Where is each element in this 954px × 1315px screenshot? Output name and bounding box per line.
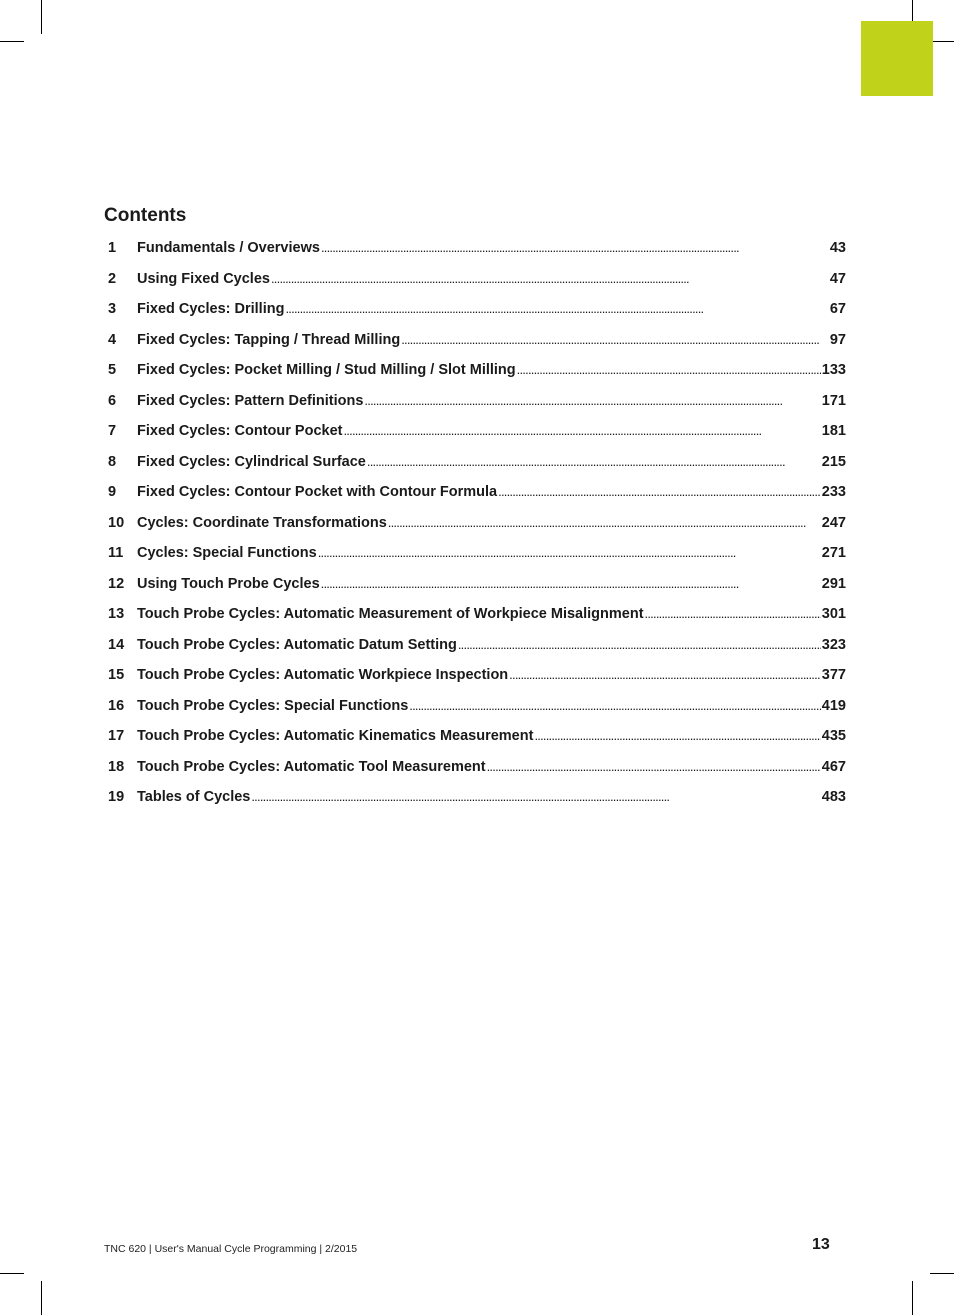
toc-page-number: 215 (821, 453, 846, 470)
toc-chapter-title: Fixed Cycles: Tapping / Thread Milling (137, 331, 401, 348)
toc-chapter-title: Fixed Cycles: Pocket Milling / Stud Milling / Slot Milling (137, 362, 516, 378)
toc-dot-leader (285, 301, 828, 317)
toc-chapter-number: 2 (108, 270, 117, 287)
crop-mark (930, 41, 954, 42)
toc-entry[interactable] (108, 606, 846, 637)
toc-entry[interactable] (108, 576, 846, 607)
page-title: Contents (104, 205, 187, 226)
toc-page-number: 47 (829, 270, 846, 287)
toc-entry[interactable] (108, 301, 846, 332)
toc-page-number: 133 (821, 362, 846, 378)
footer-text: TNC 620 | User's Manual Cycle Programming | 2/2015 (104, 1243, 358, 1255)
toc-entry[interactable] (108, 393, 846, 424)
toc-chapter-title: Using Fixed Cycles (137, 270, 270, 287)
toc-chapter-number: 8 (108, 453, 117, 470)
toc-page-number: 291 (821, 575, 846, 592)
toc-chapter-title: Cycles: Coordinate Transformations (137, 514, 387, 531)
toc-chapter-title: Fixed Cycles: Contour Pocket with Contour Formula (137, 484, 498, 500)
toc-dot-leader (318, 545, 821, 561)
toc-page-number: 467 (821, 758, 846, 775)
toc-chapter-title: Touch Probe Cycles: Automatic Tool Measurement (137, 758, 486, 775)
toc-chapter-title: Tables of Cycles (137, 789, 251, 805)
toc-dot-leader (458, 637, 821, 653)
toc-chapter-title: Touch Probe Cycles: Special Functions (137, 697, 409, 714)
toc-dot-leader (534, 728, 820, 744)
toc-page-number: 271 (821, 545, 846, 561)
toc-entry[interactable] (108, 698, 846, 729)
toc-dot-leader (401, 332, 829, 348)
toc-chapter-number: 5 (108, 362, 117, 378)
toc-chapter-number: 10 (108, 514, 125, 531)
toc-chapter-title: Fixed Cycles: Drilling (137, 301, 285, 317)
toc-entry[interactable] (108, 454, 846, 485)
toc-page-number: 181 (821, 423, 846, 439)
toc-chapter-number: 16 (108, 697, 125, 714)
toc-entry[interactable] (108, 789, 846, 820)
toc-entry[interactable] (108, 484, 846, 515)
toc-dot-leader (271, 271, 829, 287)
crop-mark (41, 0, 42, 34)
toc-entry[interactable] (108, 728, 846, 759)
crop-mark (0, 1273, 24, 1274)
toc-dot-leader (367, 454, 821, 470)
toc-chapter-number: 12 (108, 575, 125, 592)
crop-mark (41, 1281, 42, 1315)
toc-entry[interactable] (108, 240, 846, 271)
toc-chapter-number: 3 (108, 301, 117, 317)
toc-dot-leader (388, 515, 821, 531)
page-number: 13 (812, 1236, 830, 1253)
toc-page-number: 233 (821, 484, 846, 500)
toc-entry[interactable] (108, 759, 846, 790)
toc-chapter-title: Touch Probe Cycles: Automatic Measurement of Workpiece Misalignment (137, 606, 644, 622)
toc-chapter-number: 15 (108, 667, 125, 683)
toc-chapter-number: 14 (108, 636, 125, 653)
toc-chapter-title: Fundamentals / Overviews (137, 240, 320, 256)
toc-chapter-number: 13 (108, 606, 125, 622)
toc-chapter-title: Fixed Cycles: Cylindrical Surface (137, 453, 366, 470)
toc-chapter-number: 9 (108, 484, 117, 500)
toc-chapter-title: Touch Probe Cycles: Automatic Workpiece Inspection (137, 667, 509, 683)
toc-page-number: 43 (829, 240, 846, 256)
crop-mark (912, 1281, 913, 1315)
toc-chapter-number: 6 (108, 392, 117, 409)
toc-chapter-number: 1 (108, 240, 117, 256)
toc-page-number: 301 (821, 606, 846, 622)
toc-dot-leader (364, 393, 820, 409)
toc-chapter-title: Cycles: Special Functions (137, 545, 317, 561)
toc-chapter-number: 17 (108, 728, 125, 744)
toc-chapter-number: 18 (108, 758, 125, 775)
toc-chapter-number: 7 (108, 423, 117, 439)
toc-dot-leader (487, 759, 821, 775)
toc-chapter-title: Touch Probe Cycles: Automatic Kinematics Measurement (137, 728, 534, 744)
toc-chapter-title: Fixed Cycles: Pattern Definitions (137, 392, 364, 409)
toc-entry[interactable] (108, 637, 846, 668)
toc-page-number: 67 (829, 301, 846, 317)
toc-page-number: 247 (821, 514, 846, 531)
toc-dot-leader (251, 789, 820, 805)
toc-entry[interactable] (108, 545, 846, 576)
toc-chapter-title: Touch Probe Cycles: Automatic Datum Setting (137, 636, 457, 653)
toc-dot-leader (343, 423, 820, 439)
toc-dot-leader (517, 362, 821, 378)
toc-page-number: 323 (821, 636, 846, 653)
toc-entry[interactable] (108, 423, 846, 454)
toc-dot-leader (509, 667, 821, 683)
toc-entry[interactable] (108, 515, 846, 546)
toc-entry[interactable] (108, 271, 846, 302)
toc-chapter-number: 19 (108, 789, 125, 805)
toc-entry[interactable] (108, 362, 846, 393)
toc-dot-leader (321, 576, 821, 592)
toc-page-number: 171 (821, 392, 846, 409)
toc-dot-leader (321, 240, 829, 256)
toc-entry[interactable] (108, 667, 846, 698)
table-of-contents (108, 240, 846, 820)
toc-dot-leader (645, 606, 821, 622)
toc-chapter-number: 11 (108, 545, 124, 561)
toc-page-number: 483 (821, 789, 846, 805)
toc-entry[interactable] (108, 332, 846, 363)
chapter-tab-marker (861, 21, 933, 96)
toc-page-number: 435 (821, 728, 846, 744)
toc-dot-leader (409, 698, 821, 714)
toc-page-number: 419 (821, 697, 846, 714)
toc-dot-leader (498, 484, 821, 500)
crop-mark (930, 1273, 954, 1274)
toc-chapter-title: Fixed Cycles: Contour Pocket (137, 423, 343, 439)
toc-chapter-title: Using Touch Probe Cycles (137, 575, 320, 592)
toc-chapter-number: 4 (108, 331, 117, 348)
toc-page-number: 377 (821, 667, 846, 683)
toc-page-number: 97 (829, 331, 846, 348)
crop-mark (0, 41, 24, 42)
